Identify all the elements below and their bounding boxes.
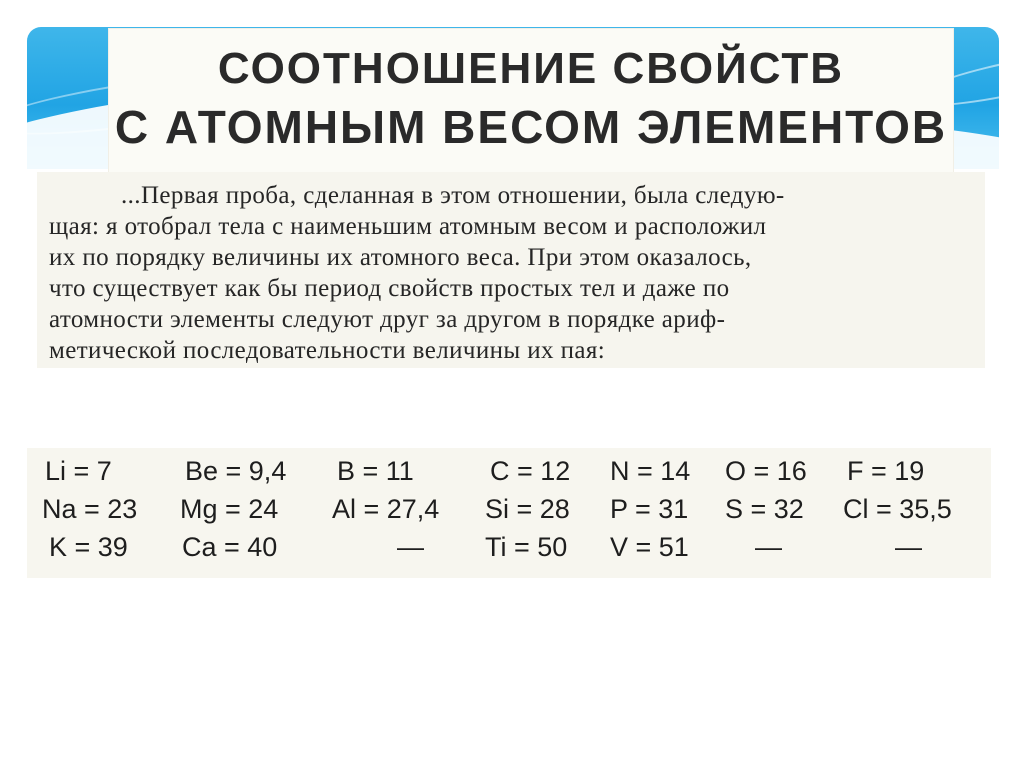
table-cell: Al = 27,4 xyxy=(332,494,440,524)
table-cell: F = 19 xyxy=(847,456,925,486)
table-cell: — xyxy=(397,532,424,562)
table-cell: — xyxy=(755,532,782,562)
scanned-title xyxy=(108,28,954,174)
table-cell: K = 39 xyxy=(49,532,128,562)
title-line-2: С АТОМНЫМ ВЕСОМ ЭЛЕМЕНТОВ xyxy=(114,101,948,153)
paragraph-line: атомности элементы следуют друг за другом в порядке ариф- xyxy=(49,306,726,333)
scanned-paragraph xyxy=(37,172,985,368)
paragraph-line: что существует как бы период свойств простых тел и даже по xyxy=(49,275,730,302)
table-cell: C = 12 xyxy=(490,456,571,486)
paragraph-line: щая: я отобрал тела с наименьшим атомным весом и расположил xyxy=(49,213,767,240)
title-line-1: СООТНОШЕНИЕ СВОЙСТВ xyxy=(217,44,845,93)
paragraph-line: ...Первая проба, сделанная в этом отношении, была следую- xyxy=(121,182,785,209)
table-cell: — xyxy=(895,532,922,562)
paragraph-line: метической последовательности величины их пая: xyxy=(49,337,606,364)
table-cell: Ti = 50 xyxy=(485,532,568,562)
table-cell: Na = 23 xyxy=(42,494,138,524)
table-cell: Cl = 35,5 xyxy=(843,494,952,524)
table-cell: Ca = 40 xyxy=(182,532,278,562)
table-cell: B = 11 xyxy=(337,456,414,486)
table-cell: Li = 7 xyxy=(45,456,112,486)
table-cell: Be = 9,4 xyxy=(185,456,287,486)
table-cell: O = 16 xyxy=(725,456,807,486)
table-cell: Si = 28 xyxy=(485,494,570,524)
table-cell: S = 32 xyxy=(725,494,804,524)
paragraph-line: их по порядку величины их атомного веса. При этом оказалось, xyxy=(49,244,752,271)
table-cell: N = 14 xyxy=(610,456,691,486)
table-cell: Mg = 24 xyxy=(180,494,279,524)
element-weight-table xyxy=(27,448,991,578)
table-cell: P = 31 xyxy=(610,494,689,524)
table-cell: V = 51 xyxy=(610,532,689,562)
